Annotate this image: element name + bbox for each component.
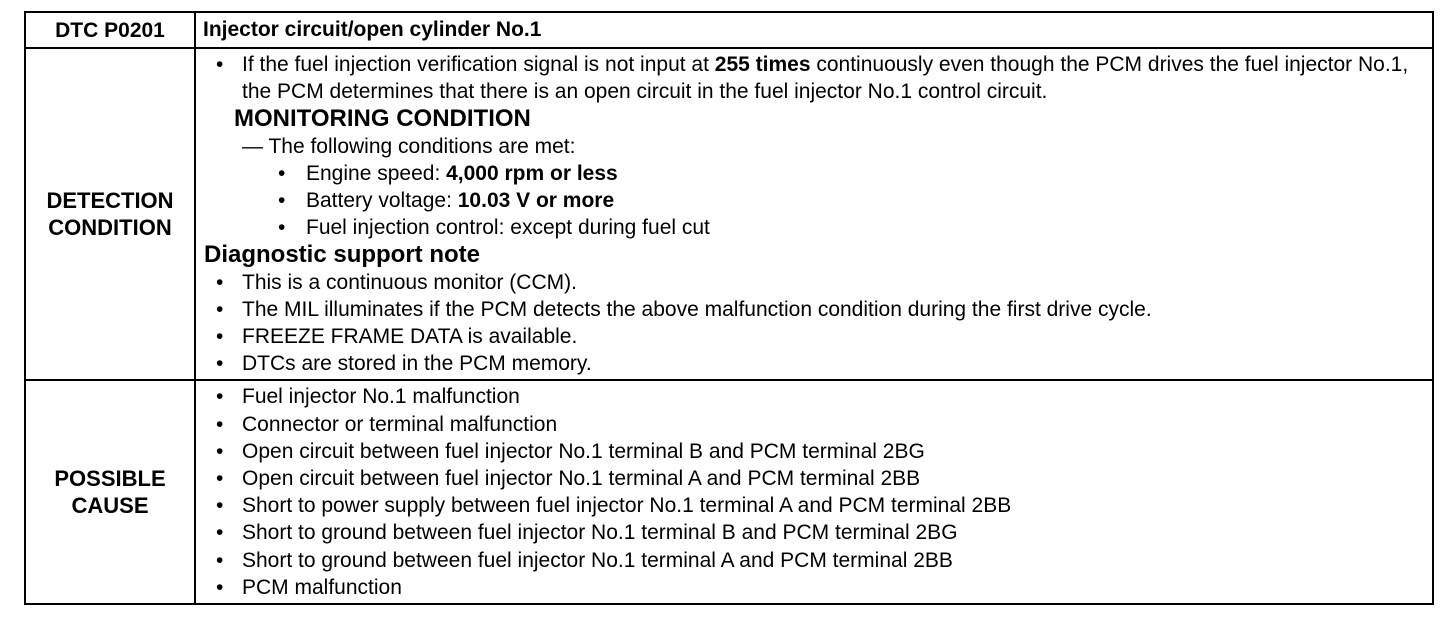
condition-value: 10.03 V or more bbox=[457, 189, 615, 213]
note-item: • The MIL illuminates if the PCM detects the above malfunction condition during the first drive cycle. bbox=[204, 296, 1424, 323]
detection-label bbox=[25, 48, 195, 380]
detection-content bbox=[195, 48, 1433, 380]
note-heading: Diagnostic support note bbox=[204, 241, 480, 269]
detection-label-line1: DETECTION bbox=[46, 188, 174, 214]
cause-label-line2: CAUSE bbox=[71, 493, 149, 519]
detection-intro-bold: 255 times bbox=[714, 53, 811, 76]
note-item: • This is a continuous monitor (CCM). bbox=[204, 269, 1424, 296]
detection-intro bbox=[204, 51, 1424, 105]
cause-item: • Fuel injector No.1 malfunction bbox=[204, 383, 1424, 410]
cause-item: • Open circuit between fuel injector No.1 terminal A and PCM terminal 2BB bbox=[204, 465, 1424, 492]
dtc-title: Injector circuit/open cylinder No.1 bbox=[195, 12, 1433, 48]
cause-item: • Short to ground between fuel injector No.1 terminal B and PCM terminal 2BG bbox=[204, 519, 1424, 546]
condition-item bbox=[204, 187, 1424, 214]
cause-item: • Connector or terminal malfunction bbox=[204, 411, 1424, 438]
note-item: • DTCs are stored in the PCM memory. bbox=[204, 350, 1424, 377]
monitoring-heading: MONITORING CONDITION bbox=[234, 105, 531, 133]
condition-value: 4,000 rpm or less bbox=[446, 161, 618, 185]
note-item: • FREEZE FRAME DATA is available. bbox=[204, 323, 1424, 350]
cause-row bbox=[25, 380, 1433, 604]
header-row bbox=[25, 12, 1433, 48]
condition-label: Fuel injection control: except during fuel cut bbox=[306, 216, 710, 240]
cause-item: • Short to power supply between fuel injector No.1 terminal A and PCM terminal 2BB bbox=[204, 492, 1424, 519]
cause-item: • PCM malfunction bbox=[204, 574, 1424, 601]
dtc-code: DTC P0201 bbox=[25, 12, 195, 48]
condition-item bbox=[204, 214, 1424, 241]
detection-label-line2: CONDITION bbox=[48, 215, 172, 241]
detection-intro-text-pre: If the fuel injection verification signal is not input at bbox=[242, 53, 715, 76]
condition-label: Battery voltage: bbox=[306, 189, 458, 213]
detection-intro-text-post: continuously even though the PCM drives the fuel injector No.1, the PCM determines that there is an open circuit in the fuel injector No.1 control circuit. bbox=[242, 53, 1409, 104]
condition-item bbox=[204, 160, 1424, 187]
monitoring-intro: — The following conditions are met: bbox=[242, 134, 576, 158]
dtc-table bbox=[24, 11, 1434, 605]
cause-item: • Short to ground between fuel injector No.1 terminal A and PCM terminal 2BB bbox=[204, 547, 1424, 574]
cause-content bbox=[195, 380, 1433, 604]
cause-item: • Open circuit between fuel injector No.1 terminal B and PCM terminal 2BG bbox=[204, 438, 1424, 465]
condition-label: Engine speed: bbox=[306, 161, 447, 185]
cause-label bbox=[25, 380, 195, 604]
detection-row bbox=[25, 48, 1433, 380]
cause-label-line1: POSSIBLE bbox=[54, 466, 166, 492]
